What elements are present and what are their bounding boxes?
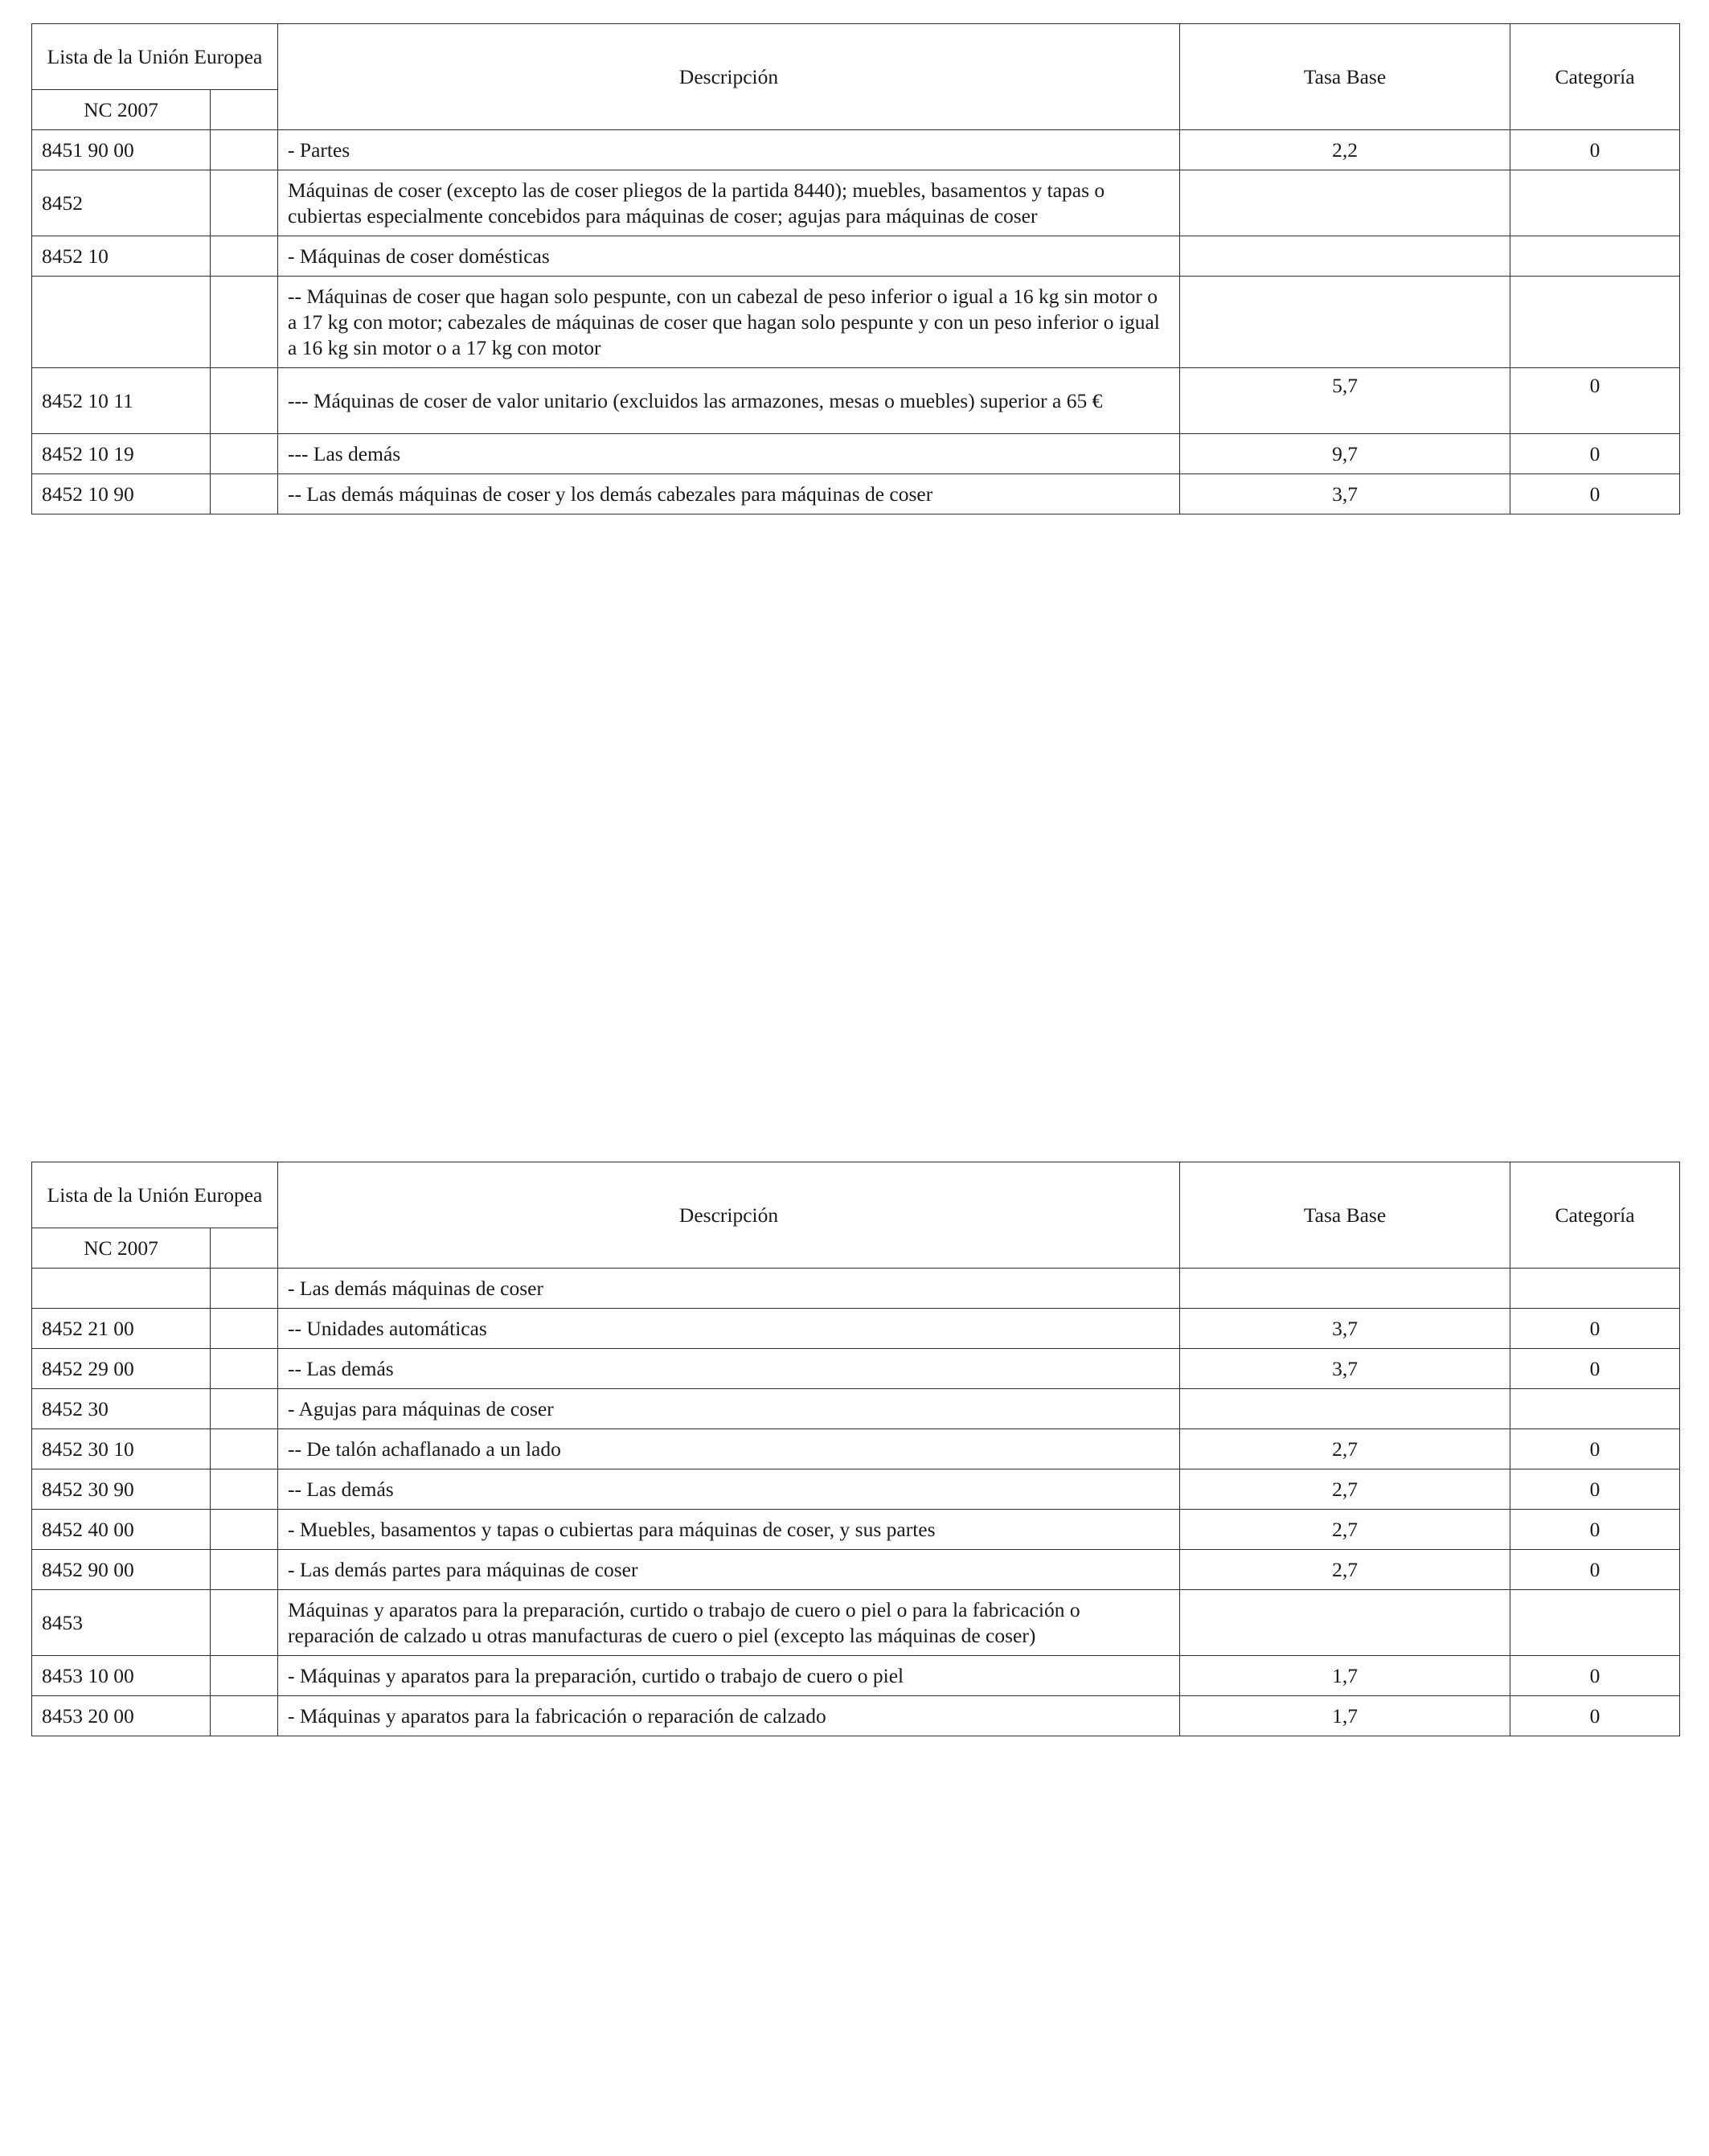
row-rate	[1180, 1590, 1510, 1656]
row-rate	[1180, 236, 1510, 277]
row-description: - Agujas para máquinas de coser	[278, 1389, 1180, 1429]
header-nc-label: NC 2007	[32, 1228, 211, 1269]
header-sub-blank	[211, 1228, 278, 1269]
row-description: - Partes	[278, 130, 1180, 170]
table-row	[32, 1590, 1680, 1656]
row-sub	[211, 434, 278, 474]
row-sub	[211, 236, 278, 277]
row-rate: 1,7	[1180, 1656, 1510, 1696]
table-row	[32, 434, 1680, 474]
row-code: 8452	[32, 170, 211, 236]
row-category: 0	[1510, 1696, 1680, 1736]
row-category	[1510, 1269, 1680, 1309]
table-row	[32, 474, 1680, 514]
row-code: 8452 30	[32, 1389, 211, 1429]
row-category: 0	[1510, 1550, 1680, 1590]
table-row	[32, 1469, 1680, 1510]
table-row	[32, 1309, 1680, 1349]
row-sub	[211, 474, 278, 514]
row-category	[1510, 1590, 1680, 1656]
row-sub	[211, 1590, 278, 1656]
header-nc-label: NC 2007	[32, 90, 211, 130]
row-description: - Máquinas y aparatos para la fabricación o reparación de calzado	[278, 1696, 1180, 1736]
row-sub	[211, 368, 278, 434]
row-sub	[211, 170, 278, 236]
header-category: Categoría	[1510, 24, 1680, 130]
header-list-label: Lista de la Unión Europea	[32, 1162, 278, 1228]
header-list-label: Lista de la Unión Europea	[32, 24, 278, 90]
row-sub	[211, 130, 278, 170]
row-code: 8452 10	[32, 236, 211, 277]
row-code: 8452 10 11	[32, 368, 211, 434]
row-description: - Las demás partes para máquinas de coser	[278, 1550, 1180, 1590]
row-description: --- Máquinas de coser de valor unitario (excluidos las armazones, mesas o muebles) superior a 65 €	[278, 368, 1180, 434]
row-rate: 1,7	[1180, 1696, 1510, 1736]
row-rate	[1180, 1389, 1510, 1429]
row-sub	[211, 1510, 278, 1550]
header-sub-blank	[211, 90, 278, 130]
row-code	[32, 1269, 211, 1309]
row-category	[1510, 170, 1680, 236]
row-description: -- Máquinas de coser que hagan solo pespunte, con un cabezal de peso inferior o igual a 16 kg sin motor o a 17 kg con motor; cabezales de máquinas de coser que hagan solo pespunte y con un peso inferior o igual a 16 kg sin motor o a 17 kg con motor	[278, 277, 1180, 368]
table-row	[32, 1429, 1680, 1469]
row-category: 0	[1510, 1349, 1680, 1389]
row-code: 8452 10 19	[32, 434, 211, 474]
row-category	[1510, 277, 1680, 368]
header-row	[32, 1162, 1680, 1228]
tariff-table-1	[31, 23, 1680, 514]
row-code: 8452 30 10	[32, 1429, 211, 1469]
row-category: 0	[1510, 434, 1680, 474]
row-code: 8452 90 00	[32, 1550, 211, 1590]
row-rate: 2,7	[1180, 1469, 1510, 1510]
row-rate	[1180, 277, 1510, 368]
row-rate: 2,2	[1180, 130, 1510, 170]
header-description: Descripción	[278, 1162, 1180, 1269]
table-row	[32, 1656, 1680, 1696]
tariff-table-2	[31, 1162, 1680, 1736]
row-description: Máquinas y aparatos para la preparación, curtido o trabajo de cuero o piel o para la fabricación o reparación de calzado u otras manufacturas de cuero o piel (excepto las máquinas de coser)	[278, 1590, 1180, 1656]
row-category: 0	[1510, 1510, 1680, 1550]
row-rate	[1180, 1269, 1510, 1309]
row-code: 8452 21 00	[32, 1309, 211, 1349]
table-row	[32, 1269, 1680, 1309]
row-rate: 3,7	[1180, 1349, 1510, 1389]
row-category: 0	[1510, 1469, 1680, 1510]
row-rate: 3,7	[1180, 1309, 1510, 1349]
row-code: 8453 20 00	[32, 1696, 211, 1736]
table-row	[32, 170, 1680, 236]
row-code: 8452 40 00	[32, 1510, 211, 1550]
row-description: -- Las demás	[278, 1469, 1180, 1510]
row-sub	[211, 1696, 278, 1736]
header-row	[32, 24, 1680, 90]
row-description: -- De talón achaflanado a un lado	[278, 1429, 1180, 1469]
table-row	[32, 368, 1680, 434]
row-description: - Muebles, basamentos y tapas o cubiertas para máquinas de coser, y sus partes	[278, 1510, 1180, 1550]
row-sub	[211, 1469, 278, 1510]
row-category: 0	[1510, 1656, 1680, 1696]
row-sub	[211, 1429, 278, 1469]
table-row	[32, 1389, 1680, 1429]
row-category	[1510, 1389, 1680, 1429]
row-sub	[211, 1269, 278, 1309]
row-rate: 2,7	[1180, 1429, 1510, 1469]
row-description: --- Las demás	[278, 434, 1180, 474]
table-row	[32, 1349, 1680, 1389]
row-rate	[1180, 170, 1510, 236]
row-rate: 5,7	[1180, 368, 1510, 434]
row-rate: 2,7	[1180, 1510, 1510, 1550]
row-description: - Las demás máquinas de coser	[278, 1269, 1180, 1309]
row-description: - Máquinas de coser domésticas	[278, 236, 1180, 277]
row-description: -- Las demás	[278, 1349, 1180, 1389]
row-description: -- Las demás máquinas de coser y los demás cabezales para máquinas de coser	[278, 474, 1180, 514]
row-sub	[211, 1656, 278, 1696]
row-category: 0	[1510, 130, 1680, 170]
row-description: - Máquinas y aparatos para la preparación, curtido o trabajo de cuero o piel	[278, 1656, 1180, 1696]
table-row	[32, 277, 1680, 368]
row-description: -- Unidades automáticas	[278, 1309, 1180, 1349]
row-code: 8452 30 90	[32, 1469, 211, 1510]
row-rate: 2,7	[1180, 1550, 1510, 1590]
row-code: 8451 90 00	[32, 130, 211, 170]
row-category	[1510, 236, 1680, 277]
row-sub	[211, 1349, 278, 1389]
header-description: Descripción	[278, 24, 1180, 130]
table-row	[32, 236, 1680, 277]
row-code: 8452 29 00	[32, 1349, 211, 1389]
table-row	[32, 1550, 1680, 1590]
table-row	[32, 1696, 1680, 1736]
row-code: 8452 10 90	[32, 474, 211, 514]
row-rate: 9,7	[1180, 434, 1510, 474]
row-category: 0	[1510, 474, 1680, 514]
row-code: 8453	[32, 1590, 211, 1656]
row-code: 8453 10 00	[32, 1656, 211, 1696]
row-sub	[211, 1309, 278, 1349]
row-description: Máquinas de coser (excepto las de coser pliegos de la partida 8440); muebles, basamentos y tapas o cubiertas especialmente concebidos para máquinas de coser; agujas para máquinas de coser	[278, 170, 1180, 236]
table-row	[32, 1510, 1680, 1550]
header-base-rate: Tasa Base	[1180, 24, 1510, 130]
row-category: 0	[1510, 1429, 1680, 1469]
row-category: 0	[1510, 368, 1680, 434]
row-rate: 3,7	[1180, 474, 1510, 514]
row-category: 0	[1510, 1309, 1680, 1349]
row-code	[32, 277, 211, 368]
row-sub	[211, 1389, 278, 1429]
header-base-rate: Tasa Base	[1180, 1162, 1510, 1269]
header-category: Categoría	[1510, 1162, 1680, 1269]
row-sub	[211, 277, 278, 368]
row-sub	[211, 1550, 278, 1590]
table-row	[32, 130, 1680, 170]
